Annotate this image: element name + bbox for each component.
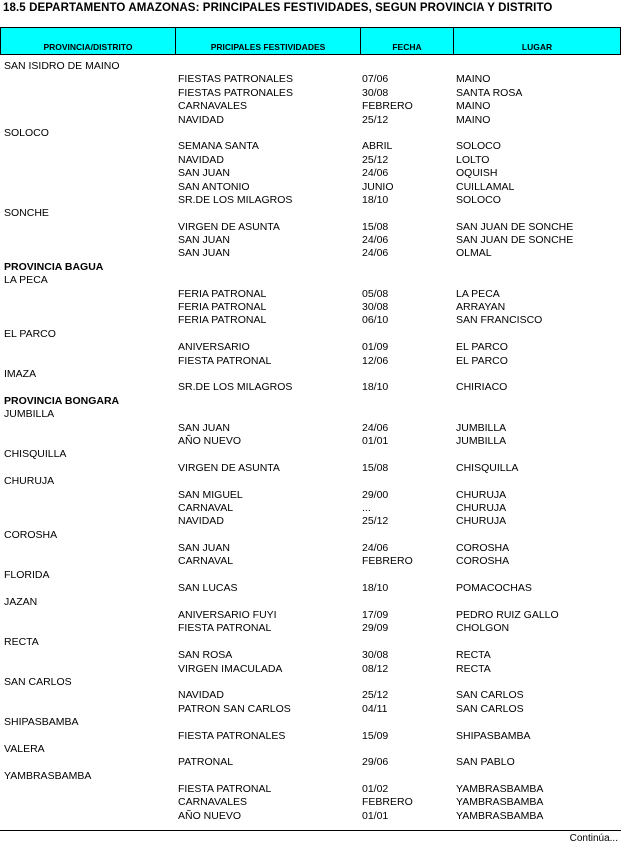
- festividad-cell: FERIA PATRONAL: [178, 301, 267, 314]
- fecha-cell: 15/08: [362, 220, 389, 233]
- table-row: [0, 167, 621, 180]
- table-row: [0, 114, 621, 127]
- festividad-cell: FERIA PATRONAL: [178, 314, 267, 327]
- festividad-cell: NAVIDAD: [178, 113, 224, 126]
- festividad-cell: FIESTA PATRONALES: [178, 729, 286, 742]
- festividad-cell: FIESTA PATRONAL: [178, 622, 272, 635]
- table-row: [0, 328, 621, 341]
- table-row: [0, 582, 621, 595]
- fecha-cell: 24/06: [362, 421, 389, 434]
- festividad-cell: SAN JUAN: [178, 247, 230, 260]
- lugar-cell: OQUISH: [456, 167, 498, 180]
- festividad-cell: SAN JUAN: [178, 234, 230, 247]
- table-header: [0, 27, 621, 55]
- header-lugar: LUGAR: [454, 28, 621, 55]
- lugar-cell: CHURUJA: [456, 488, 507, 501]
- table-row: [0, 730, 621, 743]
- table-row: [0, 100, 621, 113]
- festividad-cell: CARNAVAL: [178, 501, 234, 514]
- table-row: [0, 770, 621, 783]
- table-row: [0, 355, 621, 368]
- fecha-cell: 18/10: [362, 193, 389, 206]
- table-row: [0, 395, 621, 408]
- lugar-cell: POMACOCHAS: [456, 582, 532, 595]
- festividad-cell: FIESTAS PATRONALES: [178, 73, 293, 86]
- lugar-cell: LOLTO: [456, 153, 490, 166]
- festividad-cell: SEMANA SANTA: [178, 140, 259, 153]
- table-row: [0, 274, 621, 287]
- lugar-cell: SHIPASBAMBA: [456, 729, 531, 742]
- lugar-cell: CHURUJA: [456, 515, 507, 528]
- fecha-cell: 04/11: [362, 702, 388, 715]
- table-row: [0, 555, 621, 568]
- table-row: [0, 676, 621, 689]
- table-row: [0, 435, 621, 448]
- lugar-cell: SAN PABLO: [456, 756, 515, 769]
- festividad-cell: AÑO NUEVO: [178, 434, 242, 447]
- festividad-cell: VIRGEN DE ASUNTA: [178, 461, 280, 474]
- festividad-cell: SAN JUAN: [178, 421, 230, 434]
- table-row: [0, 609, 621, 622]
- lugar-cell: SAN JUAN DE SONCHE: [456, 220, 574, 233]
- lugar-cell: SANTA ROSA: [456, 86, 523, 99]
- distrito-cell: PROVINCIA BONGARA: [4, 394, 120, 407]
- lugar-cell: CHIRIACO: [456, 381, 508, 394]
- fecha-cell: 30/08: [362, 301, 389, 314]
- page-title: 18.5 DEPARTAMENTO AMAZONAS: PRINCIPALES FESTIVIDADES, SEGUN PROVINCIA Y DISTRITO: [3, 2, 553, 14]
- table-row: [0, 60, 621, 73]
- fecha-cell: 30/08: [362, 649, 389, 662]
- fecha-cell: 25/12: [362, 113, 389, 126]
- lugar-cell: CHURUJA: [456, 501, 507, 514]
- festividad-cell: SAN LUCAS: [178, 582, 238, 595]
- fecha-cell: FEBRERO: [362, 796, 413, 809]
- lugar-cell: RECTA: [456, 662, 491, 675]
- fecha-cell: 06/10: [362, 314, 389, 327]
- lugar-cell: JUMBILLA: [456, 434, 507, 447]
- fecha-cell: 01/01: [362, 809, 389, 822]
- lugar-cell: PEDRO RUIZ GALLO: [456, 609, 559, 622]
- festividad-cell: SAN JUAN: [178, 167, 230, 180]
- festividad-cell: VIRGEN DE ASUNTA: [178, 220, 280, 233]
- bottom-rule: [0, 830, 621, 831]
- distrito-cell: JUMBILLA: [4, 408, 55, 421]
- distrito-cell: SAN CARLOS: [4, 675, 72, 688]
- distrito-cell: SAN ISIDRO DE MAINO: [4, 60, 120, 72]
- lugar-cell: LA PECA: [456, 287, 500, 300]
- fecha-cell: FEBRERO: [362, 555, 413, 568]
- distrito-cell: CHURUJA: [4, 475, 55, 488]
- fecha-cell: 24/06: [362, 234, 389, 247]
- festividad-cell: VIRGEN IMACULADA: [178, 662, 283, 675]
- fecha-cell: 25/12: [362, 153, 389, 166]
- festividad-cell: NAVIDAD: [178, 689, 224, 702]
- lugar-cell: SOLOCO: [456, 140, 501, 153]
- table-row: [0, 689, 621, 702]
- table-row: [0, 796, 621, 809]
- festividad-cell: PATRON SAN CARLOS: [178, 702, 291, 715]
- festividad-cell: CARNAVAL: [178, 555, 234, 568]
- table-row: [0, 663, 621, 676]
- table-row: [0, 515, 621, 528]
- fecha-cell: 25/12: [362, 689, 389, 702]
- fecha-cell: 24/06: [362, 247, 389, 260]
- lugar-cell: EL PARCO: [456, 354, 508, 367]
- festividad-cell: ANIVERSARIO: [178, 341, 250, 354]
- table-row: [0, 247, 621, 260]
- table-row: [0, 502, 621, 515]
- fecha-cell: 29/06: [362, 756, 389, 769]
- table-row: [0, 341, 621, 354]
- lugar-cell: MAINO: [456, 113, 491, 126]
- festividad-cell: FERIA PATRONAL: [178, 287, 267, 300]
- lugar-cell: MAINO: [456, 100, 491, 113]
- table-row: [0, 87, 621, 100]
- distrito-cell: LA PECA: [4, 274, 48, 287]
- fecha-cell: 30/08: [362, 86, 389, 99]
- festividad-cell: FIESTA PATRONAL: [178, 354, 272, 367]
- fecha-cell: 07/06: [362, 73, 389, 86]
- lugar-cell: COROSHA: [456, 542, 510, 555]
- fecha-cell: 01/01: [362, 434, 389, 447]
- festividad-cell: SAN ROSA: [178, 649, 233, 662]
- lugar-cell: SAN CARLOS: [456, 702, 524, 715]
- festividad-cell: SR.DE LOS MILAGROS: [178, 381, 293, 394]
- lugar-cell: OLMAL: [456, 247, 492, 260]
- fecha-cell: 25/12: [362, 515, 389, 528]
- distrito-cell: JAZAN: [4, 595, 38, 608]
- fecha-cell: 24/06: [362, 542, 389, 555]
- table-row: [0, 73, 621, 86]
- table-row: [0, 234, 621, 247]
- table-row: [0, 649, 621, 662]
- fecha-cell: 18/10: [362, 582, 389, 595]
- distrito-cell: PROVINCIA BAGUA: [4, 260, 104, 273]
- table-row: [0, 743, 621, 756]
- fecha-cell: 15/09: [362, 729, 389, 742]
- fecha-cell: ABRIL: [362, 140, 393, 153]
- table-row: [0, 529, 621, 542]
- fecha-cell: FEBRERO: [362, 100, 413, 113]
- lugar-cell: SAN FRANCISCO: [456, 314, 543, 327]
- festividad-cell: ANIVERSARIO FUYI: [178, 609, 277, 622]
- fecha-cell: 01/09: [362, 341, 389, 354]
- table-row: [0, 542, 621, 555]
- festividad-cell: SAN ANTONIO: [178, 180, 250, 193]
- continua-note: Continúa...: [569, 833, 618, 844]
- distrito-cell: SONCHE: [4, 207, 49, 220]
- distrito-cell: COROSHA: [4, 528, 58, 541]
- distrito-cell: FLORIDA: [4, 568, 50, 581]
- table-row: [0, 408, 621, 421]
- distrito-cell: RECTA: [4, 635, 39, 648]
- header-provincia-distrito: PROVINCIA/DISTRITO: [1, 28, 176, 55]
- lugar-cell: SAN JUAN DE SONCHE: [456, 234, 574, 247]
- festividad-cell: SAN MIGUEL: [178, 488, 243, 501]
- table-row: [0, 207, 621, 220]
- distrito-cell: IMAZA: [4, 367, 37, 380]
- festividad-cell: CARNAVALES: [178, 100, 248, 113]
- distrito-cell: SHIPASBAMBA: [4, 716, 79, 729]
- lugar-cell: SAN CARLOS: [456, 689, 524, 702]
- lugar-cell: YAMBRASBAMBA: [456, 783, 544, 796]
- lugar-cell: CUILLAMAL: [456, 180, 515, 193]
- table-row: [0, 622, 621, 635]
- table-row: [0, 288, 621, 301]
- lugar-cell: EL PARCO: [456, 341, 508, 354]
- fecha-cell: 24/06: [362, 167, 389, 180]
- header-fecha: FECHA: [361, 28, 454, 55]
- festividad-cell: AÑO NUEVO: [178, 809, 242, 822]
- table-body: [0, 60, 621, 823]
- table-row: [0, 636, 621, 649]
- table-row: [0, 716, 621, 729]
- festividad-cell: SAN JUAN: [178, 542, 230, 555]
- table-row: [0, 261, 621, 274]
- table-row: [0, 448, 621, 461]
- table-row: [0, 301, 621, 314]
- table-row: [0, 181, 621, 194]
- table-row: [0, 127, 621, 140]
- festividad-cell: CARNAVALES: [178, 796, 248, 809]
- lugar-cell: RECTA: [456, 649, 491, 662]
- table-row: [0, 756, 621, 769]
- lugar-cell: JUMBILLA: [456, 421, 507, 434]
- table-row: [0, 381, 621, 394]
- festividad-cell: FIESTAS PATRONALES: [178, 86, 293, 99]
- festividad-cell: FIESTA PATRONAL: [178, 783, 272, 796]
- fecha-cell: 29/09: [362, 622, 389, 635]
- table-row: [0, 314, 621, 327]
- fecha-cell: 01/02: [362, 783, 389, 796]
- festividad-cell: SR.DE LOS MILAGROS: [178, 193, 293, 206]
- table-row: [0, 810, 621, 823]
- distrito-cell: VALERA: [4, 742, 45, 755]
- fecha-cell: 18/10: [362, 381, 389, 394]
- fecha-cell: JUNIO: [362, 180, 394, 193]
- table-row: [0, 221, 621, 234]
- table-row: [0, 489, 621, 502]
- festividad-cell: PATRONAL: [178, 756, 234, 769]
- table-row: [0, 462, 621, 475]
- lugar-cell: YAMBRASBAMBA: [456, 796, 544, 809]
- distrito-cell: EL PARCO: [4, 327, 56, 340]
- lugar-cell: MAINO: [456, 73, 491, 86]
- header-festividades: PRICIPALES FESTIVIDADES: [176, 28, 361, 55]
- table-row: [0, 783, 621, 796]
- fecha-cell: ...: [362, 501, 371, 514]
- table-row: [0, 569, 621, 582]
- lugar-cell: COROSHA: [456, 555, 510, 568]
- distrito-cell: CHISQUILLA: [4, 448, 67, 461]
- fecha-cell: 05/08: [362, 287, 389, 300]
- table-row: [0, 140, 621, 153]
- lugar-cell: CHOLGON: [456, 622, 510, 635]
- festividad-cell: NAVIDAD: [178, 153, 224, 166]
- festividad-cell: NAVIDAD: [178, 515, 224, 528]
- lugar-cell: CHISQUILLA: [456, 461, 519, 474]
- table-row: [0, 475, 621, 488]
- distrito-cell: YAMBRASBAMBA: [4, 769, 92, 782]
- distrito-cell: SOLOCO: [4, 126, 49, 139]
- lugar-cell: YAMBRASBAMBA: [456, 809, 544, 822]
- table-row: [0, 596, 621, 609]
- table-row: [0, 703, 621, 716]
- fecha-cell: 29/00: [362, 488, 389, 501]
- table-row: [0, 368, 621, 381]
- table-row: [0, 194, 621, 207]
- lugar-cell: SOLOCO: [456, 193, 501, 206]
- fecha-cell: 15/08: [362, 461, 389, 474]
- fecha-cell: 08/12: [362, 662, 389, 675]
- fecha-cell: 17/09: [362, 609, 389, 622]
- table-row: [0, 154, 621, 167]
- fecha-cell: 12/06: [362, 354, 389, 367]
- table-row: [0, 422, 621, 435]
- lugar-cell: ARRAYAN: [456, 301, 506, 314]
